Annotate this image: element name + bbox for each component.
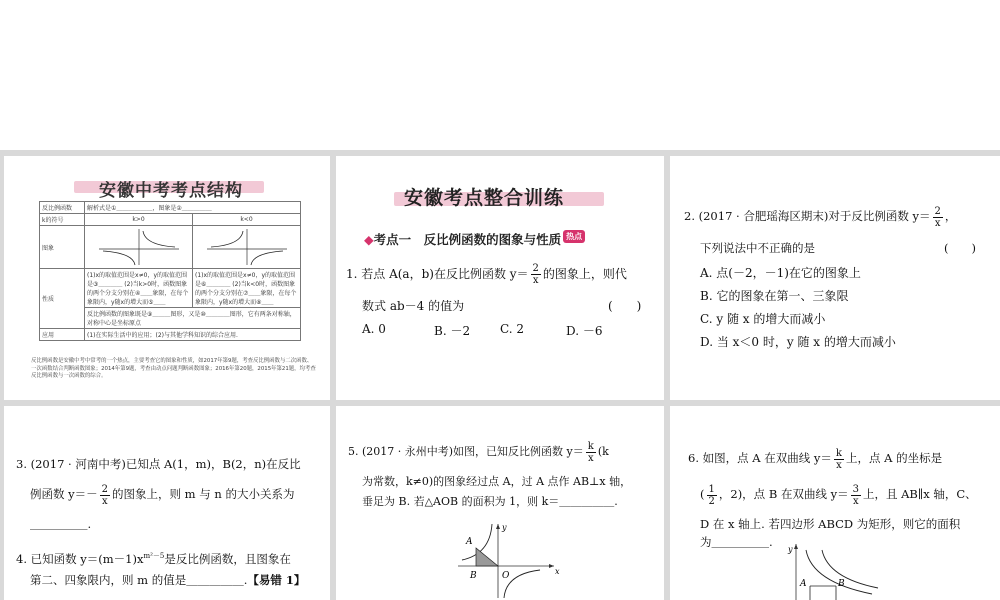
numerator: 3 (852, 483, 859, 495)
question-3: 3. (2017 · 河南中考)已知点 A(1，m)，B(2，n)在反比 (16, 457, 301, 471)
row-label: 性质 (40, 269, 85, 329)
q6-line2 (700, 482, 1000, 507)
graph-cell-negative (193, 226, 301, 269)
denominator: x (102, 495, 108, 507)
question-4 (16, 544, 291, 571)
numerator: 1 (708, 483, 715, 495)
numerator: 2 (934, 205, 941, 217)
row-label: k的符号 (40, 214, 85, 226)
slide-title: 安徽考点整合训练 (404, 187, 565, 209)
kaodian-heading (364, 230, 585, 248)
denominator: x (532, 275, 539, 286)
fraction (933, 206, 943, 229)
slide-title: 安徽中考考点结构 (99, 181, 243, 201)
fraction (851, 484, 861, 507)
q6-text: 6. 如图，点 A 在双曲线 y＝ (688, 451, 832, 465)
q1-text: 的图象上，则代 (542, 267, 627, 281)
exam-note: 反比例函数是安徽中考中常考的一个热点，主要考查它的图象和性质，如2017年第9题，考查反比例函数与二次函数、一次函数结合判断函数图象；2014年第9题，考查由动点问题判断函数图象；2016年第20题，2015年第21题，均考查反比例函数与一次函数的综合。 (31, 358, 316, 379)
q6-text: 上，且 AB∥x 轴，C、 (862, 487, 977, 501)
q6-figure (782, 542, 882, 600)
q6-text: 上，点 A 的坐标是 (845, 451, 943, 465)
label-A: A (466, 537, 473, 547)
graph-cell-positive (85, 226, 193, 269)
q1-text: 1. 若点 A(a，b)在反比例函数 y＝ (346, 267, 529, 281)
cell-k-negative: k<0 (193, 214, 301, 226)
q3-text: 的图象上，则 m 与 n 的大小关系为 (112, 487, 295, 501)
exponent: m²－5 (143, 552, 165, 560)
hyperbola-positive-graph (89, 227, 189, 267)
numerator: 2 (532, 263, 539, 274)
q6-line3: D 在 x 轴上. 若四边形 ABCD 为矩形，则它的面积 (700, 517, 961, 531)
label-B: B (470, 571, 477, 581)
denominator: x (934, 217, 941, 229)
symmetry-cell: 反比例函数的图象既是⑨＿＿＿图形，又是⑩＿＿＿＿图形，它有两条对称轴，对称中心是坐标原点 (85, 308, 301, 329)
property-cell-positive: (1)x的取值范围是x≠0，y的取值范围是③＿＿＿＿ (2)当k>0时，函数图象的两个分支分别在④＿＿象限，在每个象限内，y随x的增大而⑤＿＿ (85, 269, 193, 308)
hyperbola-negative-graph (197, 227, 297, 267)
numerator: k (587, 440, 594, 452)
label-x: x (555, 567, 560, 576)
fraction (707, 484, 717, 507)
q2-text: ， (944, 209, 957, 223)
slide-q6[interactable] (670, 406, 1000, 600)
q4-text: 第二、四象限内，则 m 的值是＿＿＿＿＿. (30, 573, 248, 587)
question-6 (688, 446, 998, 471)
denominator: x (836, 459, 842, 471)
question-2 (684, 204, 998, 229)
question-5 (348, 440, 664, 464)
row-label: 反比例函数 (40, 202, 85, 214)
application-cell: (1)在实际生活中的应用；(2)与其他学科知识的综合应用. (85, 329, 301, 341)
slide-training-q1[interactable] (336, 156, 664, 400)
denominator: x (587, 452, 594, 464)
blank-header-area (0, 0, 1000, 150)
q5-figure (454, 520, 564, 600)
option-d: D. 当 x＜0 时，y 随 x 的增大而减小 (700, 335, 896, 349)
fraction (586, 441, 596, 464)
option-c: C. y 随 x 的增大而减小 (700, 312, 826, 326)
option-a: A. 0 (362, 322, 386, 336)
q3-answer-blank: ＿＿＿＿＿. (30, 517, 92, 531)
answer-paren: ( ) (944, 241, 976, 255)
label-y: y (502, 523, 507, 532)
numerator: k (835, 447, 842, 459)
q2-text: 2. (2017 · 合肥瑶海区期末)对于反比例函数 y＝ (684, 209, 931, 223)
option-a: A. 点(－2，－1)在它的图象上 (700, 266, 861, 280)
row-label: 应用 (40, 329, 85, 341)
q3-text: 例函数 y＝－ (30, 487, 98, 501)
slide-q5[interactable] (336, 406, 664, 600)
q6-text: ( (700, 487, 705, 501)
slide-exam-structure[interactable] (4, 156, 330, 400)
row-label: 图象 (40, 226, 85, 269)
q2-line2: 下列说法中不正确的是 (700, 241, 815, 255)
label-A: A (800, 579, 807, 589)
q4-line2 (30, 568, 305, 592)
row-content: 解析式是①＿＿＿＿＿＿，图象是②＿＿＿＿＿ (85, 202, 301, 214)
q5-text: 5. (2017 · 永州中考)如图，已知反比例函数 y＝ (348, 445, 584, 458)
option-b: B. 它的图象在第一、三象限 (700, 289, 849, 303)
cell-k-positive: k>0 (85, 214, 193, 226)
label-B: B (838, 579, 845, 589)
q5-text: (k (597, 445, 609, 458)
q6-line4: 为＿＿＿＿＿. (700, 535, 773, 549)
slide-q2[interactable] (670, 156, 1000, 400)
label-y: y (788, 545, 793, 554)
q6-text: ，2)，点 B 在双曲线 y＝ (718, 487, 849, 501)
q1-line2: 数式 ab－4 的值为 (362, 299, 465, 313)
numerator: 2 (101, 483, 109, 495)
answer-paren: ( ) (608, 299, 642, 313)
question-1 (346, 262, 658, 286)
q4-text: 是反比例函数，且图象在 (164, 551, 291, 566)
structure-table (39, 201, 301, 341)
slide-q3-q4[interactable] (4, 406, 330, 600)
kaodian-label: 考点一 反比例函数的图象与性质 (373, 232, 562, 247)
denominator: 2 (708, 495, 715, 507)
fraction (100, 484, 110, 507)
hot-badge: 热点 (563, 230, 585, 243)
fraction (834, 448, 844, 471)
fraction (531, 263, 541, 286)
option-b: B. －2 (434, 324, 471, 338)
label-O: O (502, 571, 510, 581)
q4-text: 4. 已知函数 y＝(m－1)x (16, 551, 144, 566)
option-c: C. 2 (500, 322, 525, 336)
q5-line2: 为常数，k≠0)的图象经过点 A，过 A 点作 AB⊥x 轴， (362, 475, 632, 488)
property-cell-negative: (1)x的取值范围是x≠0，y的取值范围是⑥＿＿＿＿ (2)当k<0时，函数图象的两个分支分别在⑦＿＿象限，在每个象限内，y随x的增大而⑧＿＿ (193, 269, 301, 308)
q5-line3: 垂足为 B. 若△AOB 的面积为 1，则 k＝＿＿＿＿＿. (362, 495, 618, 508)
diamond-icon: ◆ (364, 232, 374, 247)
error-tag: 【易错 1】 (247, 573, 306, 587)
option-d: D. －6 (566, 324, 603, 338)
denominator: x (852, 495, 859, 507)
q3-line2 (30, 482, 294, 507)
